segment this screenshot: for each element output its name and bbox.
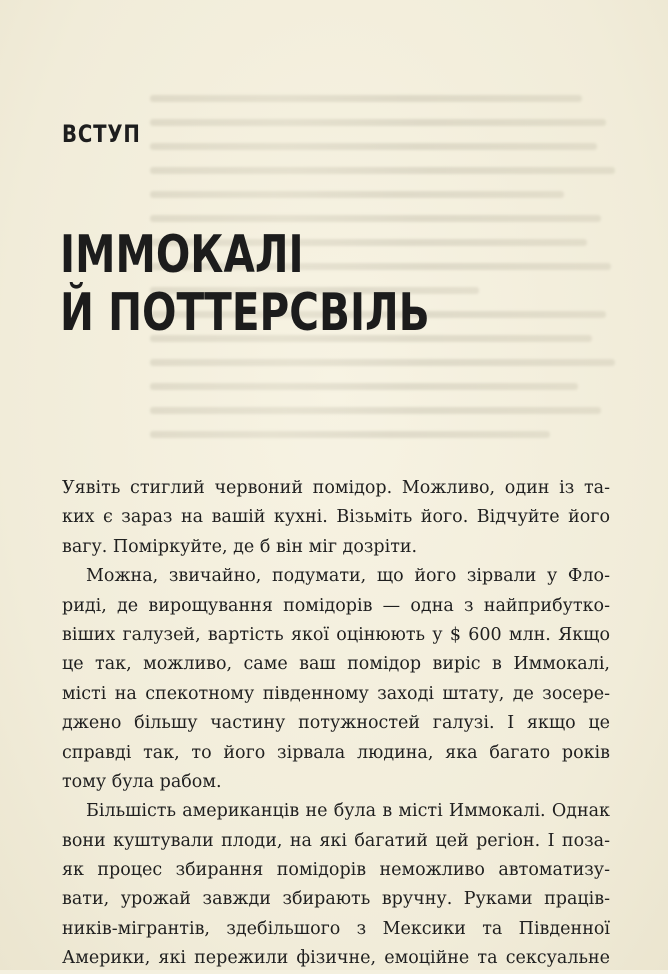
body-line: Уявіть стиглий червоний помідор. Можливо, один із та-: [62, 478, 610, 498]
body-line: риді, де вирощування помідорів — одна з найприбутко-: [62, 595, 610, 616]
chapter-title-line-2: Й ПОТТЕРСВІЛЬ: [60, 283, 430, 343]
body-text: [62, 474, 610, 974]
body-line: Можна, звичайно, подумати, що його зірвали у Фло-: [86, 566, 610, 587]
chapter-title: [60, 226, 430, 342]
body-line: ників-мігрантів, здебільшого з Мексики та Південної: [62, 918, 610, 939]
body-line: вони куштували плоди, на які багатий цей регіон. І поза-: [62, 830, 610, 851]
chapter-title-line-1: ІММОКАЛІ: [60, 225, 304, 285]
body-line: справді так, то його зірвала людина, яка багато років: [62, 742, 610, 763]
body-line: як процес збирання помідорів неможливо автоматизу-: [62, 860, 610, 881]
body-line: вати, урожай завжди збирають вручну. Руками праців-: [62, 889, 610, 910]
body-line: джено більшу частину потужностей галузі. І якщо це: [62, 713, 610, 734]
body-line: Більшість американців не була в місті Иммокалі. Однак: [86, 801, 610, 822]
body-line: місті на спекотному південному заході штату, де зосере-: [62, 683, 610, 704]
body-line: Америки, які пережили фізичне, емоційне та сексуальне: [62, 948, 610, 969]
body-line: тому була рабом.: [62, 771, 222, 792]
body-line: це так, можливо, саме ваш помідор виріс в Иммокалі,: [62, 654, 610, 675]
body-line: віших галузей, вартість якої оцінюють у $ 600 млн. Якщо: [62, 624, 610, 645]
body-line: ких є зараз на вашій кухні. Візьміть його. Відчуйте його: [62, 507, 610, 528]
section-label: ВСТУП: [62, 120, 141, 148]
body-line: вагу. Поміркуйте, де б він міг дозріти.: [62, 536, 418, 557]
